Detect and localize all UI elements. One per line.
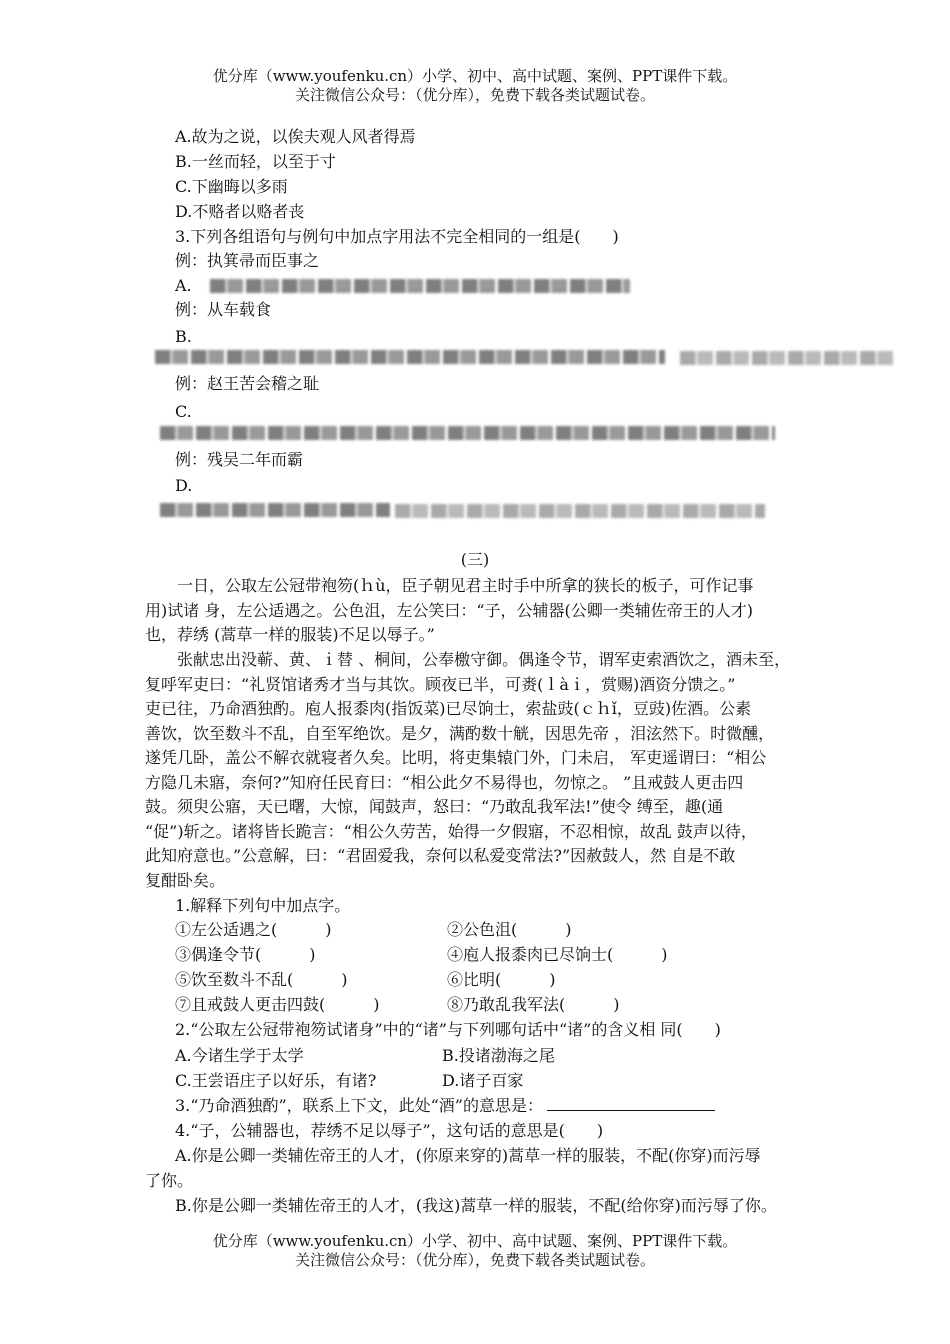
answer-blank[interactable] bbox=[547, 1096, 715, 1111]
q3-example-a: 例：执箕帚而臣事之 bbox=[175, 251, 320, 270]
s3-q1-item-8: ⑧乃敢乱我军法( ) bbox=[447, 995, 620, 1014]
q3-option-b-label: B. bbox=[175, 327, 192, 346]
blurred-image-option-a bbox=[210, 279, 630, 293]
passage-p2-line9: 此知府意也。”公意解，曰：“君固爱我，奈何以私爱变常法?”因赦鼓人，然 自是不敢 bbox=[145, 846, 736, 865]
passage-p1-line3: 也，荐绣 (蒿草一样的服装)不足以辱子。” bbox=[145, 625, 435, 644]
s3-q1-item-4: ④庖人报黍肉已尽饷士( ) bbox=[447, 945, 668, 964]
q2-option-a: A.故为之说，以俟夫观人风者得焉 bbox=[175, 127, 416, 146]
s3-q1-item-3: ③偶逢令节( ) bbox=[175, 945, 316, 964]
s3-q4-stem: 4.“子，公辅器也，荐绣不足以辱子”，这句话的意思是( ) bbox=[175, 1121, 604, 1140]
s3-q1-item-6: ⑥比明( ) bbox=[447, 970, 556, 989]
section-heading: (三) bbox=[460, 550, 490, 569]
q2-option-c: C.下幽晦以多雨 bbox=[175, 177, 288, 196]
blurred-image-option-b-tail bbox=[680, 351, 895, 365]
s3-q2-option-a: A.今诸生学于太学 bbox=[175, 1046, 304, 1065]
s3-q1-item-7: ⑦且戒鼓人更击四鼓( ) bbox=[175, 995, 380, 1014]
passage-p2-line5: 遂凭几卧，盖公不解衣就寝者久矣。比明，将吏集辕门外，门未启， 军吏遥谓曰：“相公 bbox=[145, 748, 767, 767]
page-header-line2: 关注微信公众号：（优分库），免费下载各类试题试卷。 bbox=[294, 86, 655, 104]
q3-option-c-label: C. bbox=[175, 402, 192, 421]
passage-p2-line4: 善饮，饮至数斗不乱，自至军绝饮。是夕，满酌数十觥，因思先帝 ，泪泫然下。时微醺， bbox=[145, 723, 775, 743]
page-footer-line2: 关注微信公众号：（优分库），免费下载各类试题试卷。 bbox=[294, 1251, 655, 1269]
passage-p2-line3: 吏已往，乃命酒独酌。庖人报黍肉(指饭菜)已尽饷士，索盐豉(ｃｈǐ，豆豉)佐酒。公素 bbox=[145, 699, 752, 718]
q3-option-a-label: A. bbox=[175, 276, 192, 295]
q3-option-d-label: D. bbox=[175, 476, 193, 495]
passage-p2-line2: 复呼军吏曰：“礼贤馆诸秀才当与其饮。顾夜已半，可赉(ｌàｉ，赏赐)酒资分馈之。” bbox=[145, 674, 736, 694]
blurred-image-option-b bbox=[155, 350, 665, 364]
blurred-image-option-c bbox=[160, 426, 775, 440]
s3-q1-item-1: ①左公适遇之( ) bbox=[175, 920, 332, 939]
s3-q4-option-a-line1: A.你是公卿一类辅佐帝王的人才，(你原来穿的)蒿草一样的服装，不配(你穿)而污辱 bbox=[175, 1146, 761, 1165]
s3-q3-line bbox=[175, 1095, 715, 1117]
s3-q4-option-b: B.你是公卿一类辅佐帝王的人才，(我这)蒿草一样的服装，不配(给你穿)而污辱了你。 bbox=[175, 1196, 777, 1215]
blurred-image-option-d bbox=[160, 503, 390, 517]
q2-option-b: B.一丝而轻，以至于寸 bbox=[175, 152, 336, 171]
s3-q2-option-d: D.诸子百家 bbox=[442, 1071, 524, 1090]
s3-q2-stem: 2.“公取左公冠带袍笏试诸身”中的“诸”与下列哪句话中“诸”的含义相 同( ) bbox=[175, 1020, 721, 1039]
s3-q4-option-a-line2: 了你。 bbox=[145, 1171, 194, 1190]
s3-q1-item-5: ⑤饮至数斗不乱( ) bbox=[175, 970, 348, 989]
q3-stem: 3.下列各组语句与例句中加点字用法不完全相同的一组是( ) bbox=[175, 227, 619, 246]
s3-q1-stem: 1.解释下列句中加点字。 bbox=[175, 896, 351, 915]
passage-p2-line7: 鼓。须臾公寤，天已曙，大惊，闻鼓声，怒曰：“乃敢乱我军法!”使令 缚至，趣(通 bbox=[145, 797, 724, 816]
page-header-line1: 优分库（www.youfenku.cn）小学、初中、高中试题、案例、PPT课件下载。 bbox=[212, 67, 738, 85]
passage-p1-line2: 用)试诸 身，左公适遇之。公色沮，左公笑曰：“子，公辅器(公卿一类辅佐帝王的人才) bbox=[145, 600, 753, 620]
passage-p2-line6: 方隐几未寤，奈何?”知府任民育曰：“相公此夕不易得也，勿惊之。 ”且戒鼓人更击四 bbox=[145, 772, 744, 792]
s3-q3-stem: 3.“乃命酒独酌”，联系上下文，此处“酒”的意思是： bbox=[175, 1096, 543, 1115]
passage-p2-line8: “促”)斩之。诸将皆长跪言：“相公久劳苦，始得一夕假寤，不忍相惊，故乱 鼓声以待， bbox=[145, 821, 757, 841]
q3-example-b: 例：从车载食 bbox=[175, 300, 272, 319]
s3-q2-option-b: B.投诸渤海之尾 bbox=[442, 1046, 555, 1065]
s3-q2-option-c: C.王尝语庄子以好乐，有诸? bbox=[175, 1071, 377, 1090]
passage-p2-line1: 张献忠出没蕲、黄、ｉ替 、桐间，公奉檄守御。偶逢令节，谓军吏索酒饮之，酒未至， bbox=[145, 650, 791, 669]
q3-example-c: 例：赵王苦会稽之耻 bbox=[175, 374, 320, 393]
passage-p1-line1: 一日，公取左公冠带袍笏(ｈù，臣子朝见君主时手中所拿的狭长的板子，可作记事 bbox=[145, 576, 754, 595]
passage-p2-line10: 复酣卧矣。 bbox=[145, 870, 226, 890]
q2-option-d: D.不赂者以赂者丧 bbox=[175, 202, 305, 221]
s3-q1-item-2: ②公色沮( ) bbox=[447, 920, 572, 939]
blurred-image-option-d-tail bbox=[395, 504, 765, 518]
q3-example-d: 例：残吴二年而霸 bbox=[175, 450, 304, 469]
page-footer-line1: 优分库（www.youfenku.cn）小学、初中、高中试题、案例、PPT课件下载。 bbox=[212, 1232, 738, 1250]
